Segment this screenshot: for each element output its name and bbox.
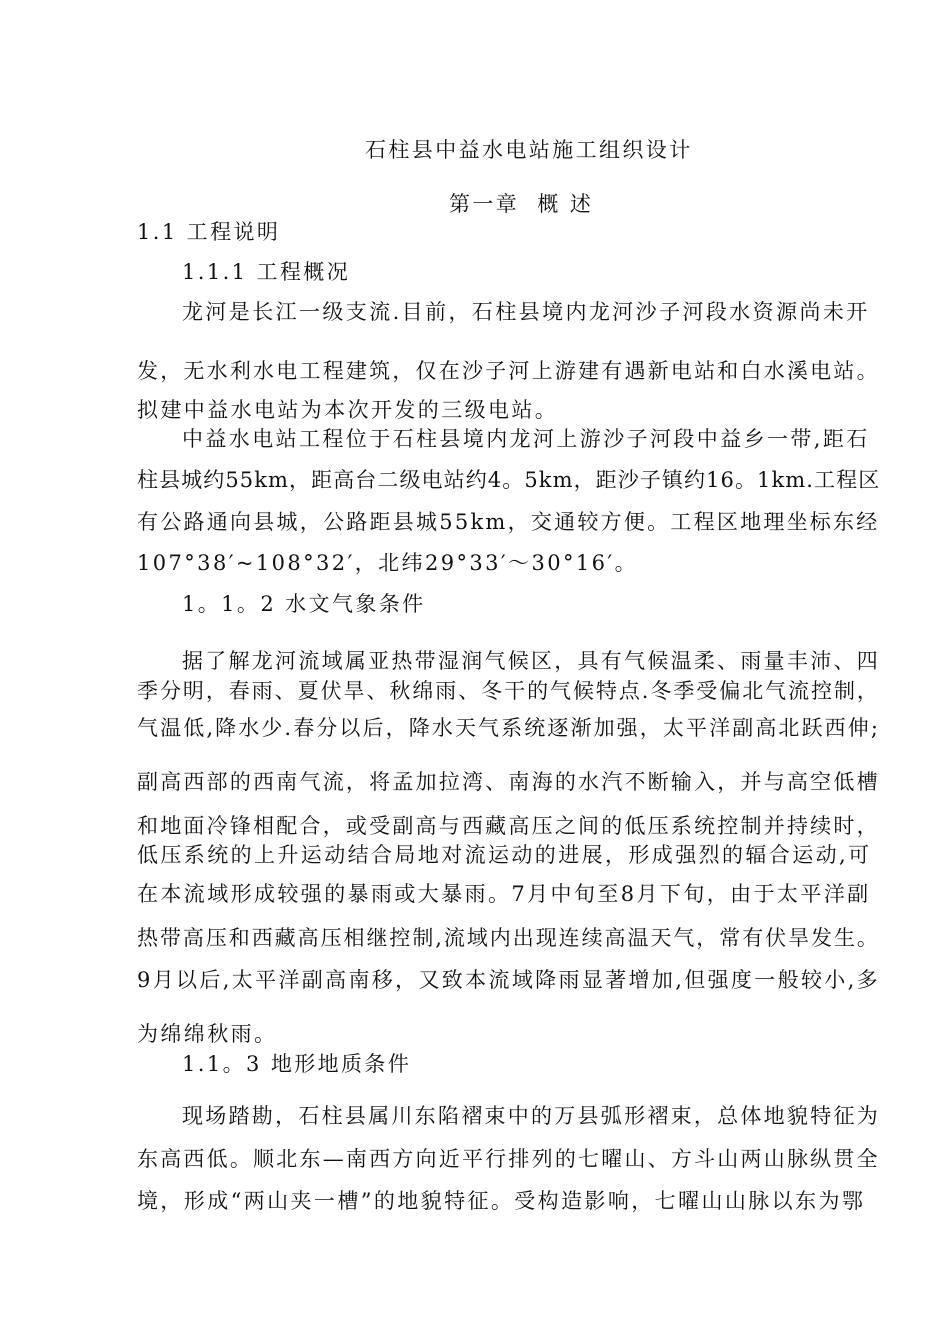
paragraph-line: 为绵绵秋雨。 bbox=[137, 1022, 278, 1046]
paragraph-line: 有公路通向县城，公路距县城55km，交通较方便。工程区地理坐标东经 bbox=[137, 510, 880, 534]
paragraph-line: 低压系统的上升运动结合局地对流运动的进展，形成强烈的辐合运动,可 bbox=[137, 843, 872, 867]
paragraph-line: 和地面冷锋相配合，或受副高与西藏高压之间的低压系统控制并持续时， bbox=[137, 814, 880, 838]
paragraph-line: 107°38′~108°32′，北纬29°33′～30°16′。 bbox=[137, 551, 638, 575]
section-heading: 1.1 工程说明 bbox=[137, 220, 281, 244]
paragraph-line: 在本流域形成较强的暴雨或大暴雨。7月中旬至8月下旬，由于太平洋副 bbox=[137, 882, 871, 906]
paragraph-line: 副高西部的西南气流，将孟加拉湾、南海的水汽不断输入，并与高空低槽 bbox=[137, 770, 880, 794]
subsection-heading: 1.1。3 地形地质条件 bbox=[182, 1052, 412, 1076]
paragraph-line: 气温低,降水少.春分以后，降水天气系统逐渐加强，太平洋副高北跃西伸; bbox=[137, 716, 881, 740]
paragraph-line: 中益水电站工程位于石柱县境内龙河上游沙子河段中益乡一带,距石 bbox=[182, 427, 870, 451]
paragraph-line: 龙河是长江一级支流.目前，石柱县境内龙河沙子河段水资源尚未开 bbox=[182, 300, 870, 324]
paragraph-line: 东高西低。顺北东—南西方向近平行排列的七曜山、方斗山两山脉纵贯全 bbox=[137, 1147, 880, 1171]
paragraph-line: 发，无水利水电工程建筑，仅在沙子河上游建有遇新电站和白水溪电站。 bbox=[137, 359, 880, 383]
document-title: 石柱县中益水电站施工组织设计 bbox=[365, 138, 693, 162]
subsection-heading: 1.1.1 工程概况 bbox=[182, 260, 351, 284]
paragraph-line: 拟建中益水电站为本次开发的三级电站。 bbox=[137, 398, 559, 422]
paragraph-line: 据了解龙河流域属亚热带湿润气候区，具有气候温柔、雨量丰沛、四 bbox=[182, 649, 880, 673]
paragraph-line: 季分明，春雨、夏伏旱、秋绵雨、冬干的气候特点.冬季受偏北气流控制， bbox=[137, 679, 880, 703]
chapter-heading: 第一章 概 述 bbox=[449, 192, 594, 216]
subsection-heading: 1。1。2 水文气象条件 bbox=[182, 592, 426, 616]
paragraph-line: 境，形成“两山夹一槽”的地貌特征。受构造影响，七曜山山脉以东为鄂 bbox=[137, 1189, 866, 1213]
paragraph-line: 热带高压和西藏高压相继控制,流域内出现连续高温天气，常有伏旱发生。 bbox=[137, 926, 880, 950]
paragraph-line: 柱县城约55km，距高台二级电站约4。5km，距沙子镇约16。1km.工程区 bbox=[137, 468, 881, 492]
paragraph-line: 现场踏勘，石柱县属川东陷褶束中的万县弧形褶束，总体地貌特征为 bbox=[182, 1104, 880, 1128]
paragraph-line: 9月以后,太平洋副高南移，又致本流域降雨显著增加,但强度一般较小,多 bbox=[137, 968, 880, 992]
